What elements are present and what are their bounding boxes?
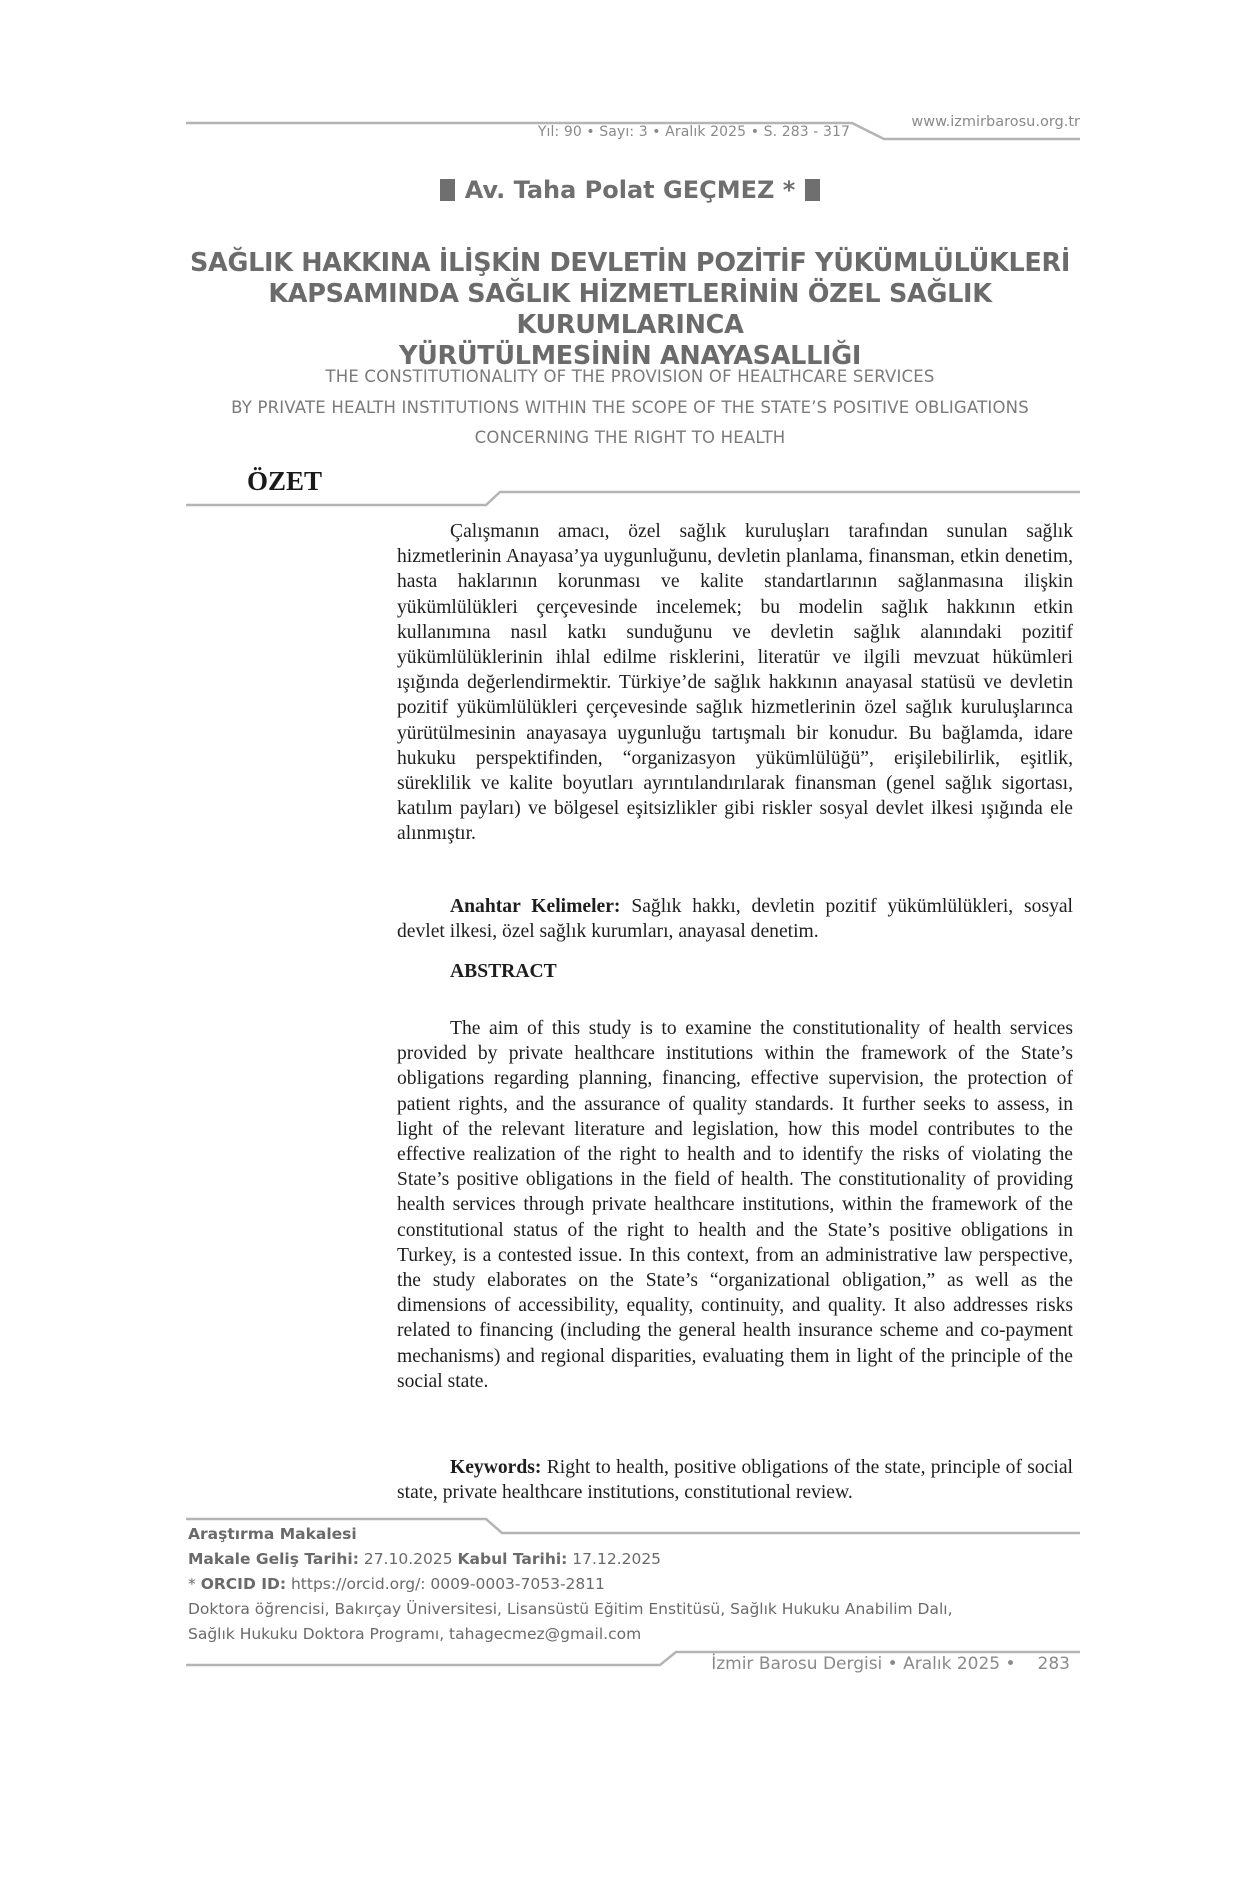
ozet-heading: ÖZET: [247, 466, 323, 496]
ozet-keywords: [397, 894, 1073, 944]
ozet-keywords-text: Sağlık hakkı, devletin pozitif yükümlülükleri, sosyal devlet ilkesi, özel sağlık kurumları, anayasal denetim.: [397, 896, 1074, 943]
abstract-paragraph: The aim of this study is to examine the constitutionality of health services provided by private healthcare institutions within the framework of the State’s obligations regarding planning, financing, effective supervision, the protection of patient rights, and the assurance of quality standards. It further seeks to assess, in light of the relevant literature and legislation, how this model contributes to the effective realization of the right to health and to identify the risks of violating the State’s positive obligations in the field of health. The constitutionality of providing health services through private healthcare institutions, within the framework of the constitutional status of the right to health and the State’s positive obligations in Turkey, is a contested issue. In this context, from an administrative law perspective, the study elaborates on the State’s “organizational obligation,” as well as the dimensions of accessibility, equality, continuity, and quality. It also addresses risks related to financing (including the general health insurance scheme and co-payment mechanisms) and regional disparities, evaluating them in light of the principle of the social state.: [397, 1018, 1073, 1392]
orcid-link[interactable]: https://orcid.org/: 0009-0003-7053-2811: [286, 1575, 606, 1593]
author-line: [0, 176, 1260, 204]
title-en-line: THE CONSTITUTIONALITY OF THE PROVISION OF HEALTHCARE SERVICES: [325, 367, 935, 386]
square-bullet-icon: [440, 179, 455, 201]
abstract-keywords-paragraph: [397, 1455, 1073, 1505]
title-english: [180, 362, 1080, 454]
ozet-paragraph: Çalışmanın amacı, özel sağlık kuruluşları tarafından sunulan sağlık hizmetlerinin Anayasa’ya uygunluğunu, devletin planlama, finansman, etkin denetim, hasta haklarının korunması ve kalite standartlarının sağlanmasına ilişkin yükümlülükleri çerçevesinde incelemek; bu modelin sağlık hakkının etkin kullanımına nasıl katkı sunduğunu ve devletin sağlık alanındaki pozitif yükümlülüklerinin ihlal edilme risklerini, literatür ve ilgili mevzuat hükümleri ışığında değerlendirmektir. Türkiye’de sağlık hakkının anayasal statüsü ve devletin pozitif yükümlülükleri çerçevesinde sağlık hizmetlerinin özel sağlık kuruluşlarınca yürütülmesinin anayasaya uygunluğu tartışmalı bir konudur. Bu bağlamda, idare hukuku perspektifinden, “organizasyon yükümlülüğü”, erişilebilirlik, eşitlik, süreklilik ve kalite boyutları ayrıntılandırılarak finansman (genel sağlık sigortası, katılım payları) ve bölgesel eşitsizlikler gibi riskler sosyal devlet ilkesi ışığında ele alınmıştır.: [397, 521, 1073, 845]
title-tr-line: SAĞLIK HAKKINA İLİŞKİN DEVLETİN POZİTİF YÜKÜMLÜLÜKLERİ: [189, 248, 1071, 278]
abstract-body: [397, 1016, 1073, 1394]
page-footer: [660, 1654, 1070, 1674]
abstract-keywords-text: Right to health, positive obligations of the state, principle of social state, private healthcare institutions, constitutional review.: [397, 1457, 1073, 1504]
title-en-line: BY PRIVATE HEALTH INSTITUTIONS WITHIN THE SCOPE OF THE STATE’S POSITIVE OBLIGATIONS: [231, 397, 1029, 417]
square-bullet-icon: [805, 179, 820, 201]
page-number: 283: [1037, 1654, 1070, 1674]
journal-website: www.izmirbarosu.org.tr: [911, 114, 1080, 130]
affiliation-line: Sağlık Hukuku Doktora Programı, tahagecmez@gmail.com: [188, 1625, 642, 1643]
abstract-keywords: [397, 1455, 1073, 1505]
ozet-keywords-paragraph: [397, 894, 1073, 944]
orcid-line: * ORCID ID: https://orcid.org/: 0009-0003-7053-2811: [188, 1575, 606, 1593]
ozet-keywords-label: Anahtar Kelimeler:: [450, 896, 621, 917]
affiliation-line: Doktora öğrencisi, Bakırçay Üniversitesi, Lisansüstü Eğitim Enstitüsü, Sağlık Hukuku Anabilim Dalı,: [188, 1600, 953, 1618]
article-dates: Makale Geliş Tarihi: 27.10.2025 Kabul Tarihi: 17.12.2025: [188, 1550, 662, 1568]
journal-issue-meta: Yıl: 90 • Sayı: 3 • Aralık 2025 • S. 283 - 317: [537, 124, 850, 140]
abstract-heading: ABSTRACT: [450, 961, 557, 982]
ozet-body: [397, 519, 1073, 847]
title-en-line: CONCERNING THE RIGHT TO HEALTH: [474, 428, 786, 447]
title-tr-line: YÜRÜTÜLMESİNİN ANAYASALLIĞI: [398, 341, 862, 371]
abstract-keywords-label: Keywords:: [450, 1457, 542, 1478]
article-type: Araştırma Makalesi: [188, 1525, 357, 1543]
footer-journal-name: İzmir Barosu Dergisi • Aralık 2025 •: [711, 1654, 1016, 1674]
title-turkish: [180, 248, 1080, 372]
title-tr-line: KAPSAMINDA SAĞLIK HİZMETLERİNİN ÖZEL SAĞLIK KURUMLARINCA: [268, 279, 992, 340]
author-footnote: [188, 1522, 1088, 1647]
author-name: Av. Taha Polat GEÇMEZ *: [464, 176, 796, 204]
